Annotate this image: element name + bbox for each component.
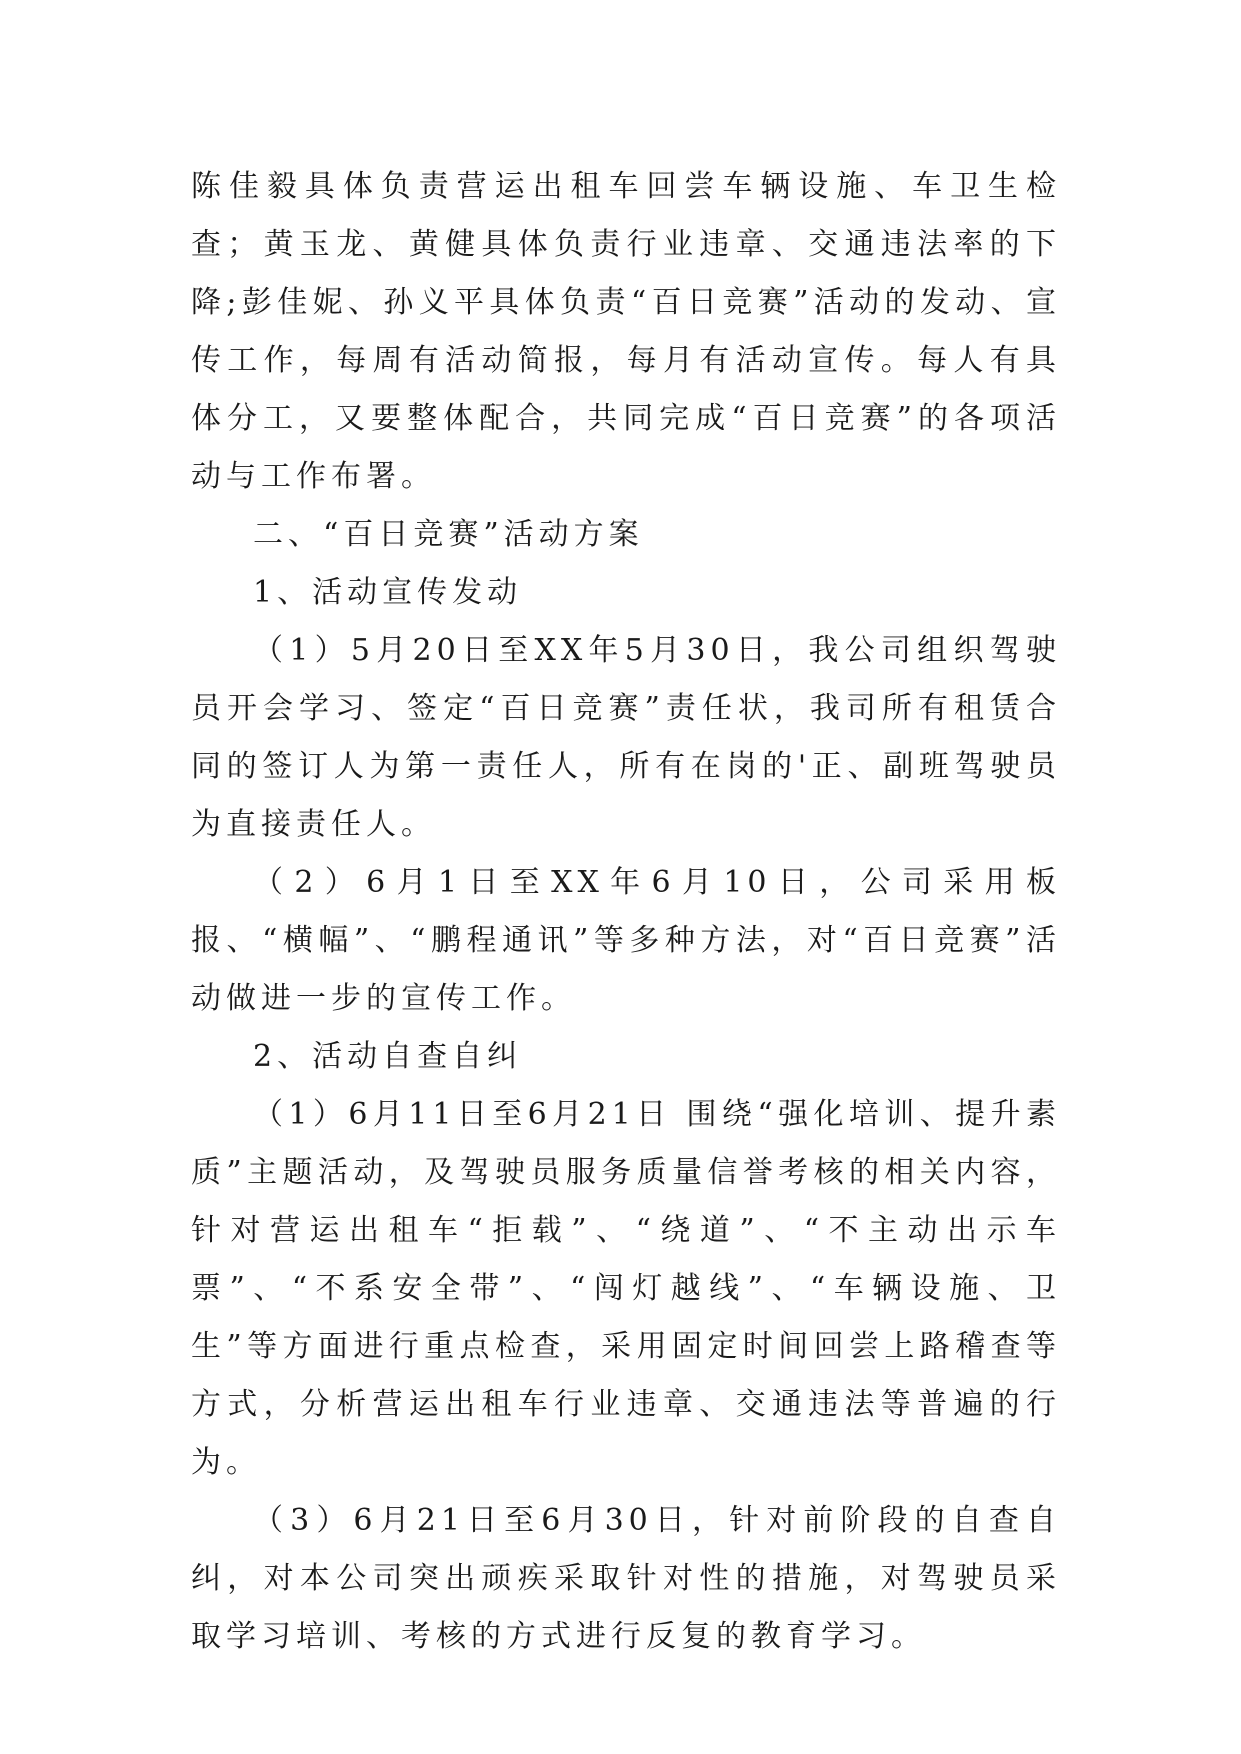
paragraph-inspection-item-3: （3）6月21日至6月30日，针对前阶段的自查自纠，对本公司突出顽疾采取针对性的措施，对驾驶员采取学习培训、考核的方式进行反复的教育学习。 [191,1503,1061,1654]
document-body [191,158,1061,1666]
paragraph-publicity-item-2: （2）6月1日至XX年6月10日，公司采用板报、“横幅”、“鹏程通讯”等多种方法，对“百日竞赛”活动做进一步的宣传工作。 [191,865,1061,1016]
paragraph-inspection-item-1: （1）6月11日至6月21日 围绕“强化培训、提升素质”主题活动，及驾驶员服务质量信誉考核的相关内容，针对营运出租车“拒载”、“绕道”、“不主动出示车票”、“不系安全带”、“闯灯越线”、“车辆设施、卫生”等方面进行重点检查，采用固定时间回尝上路稽查等方式，分析营运出租车行业违章、交通违法等普遍的行为。 [191,1097,1061,1480]
subheading-self-inspection: 2、活动自查自纠 [253,1039,523,1074]
subheading-publicity: 1、活动宣传发动 [253,575,523,610]
section-heading-activity-plan: 二、“百日竞赛”活动方案 [253,517,644,552]
paragraph-staff-duties: 陈佳毅具体负责营运出租车回尝车辆设施、车卫生检查；黄玉龙、黄健具体负责行业违章、交通违法率的下降;彭佳妮、孙义平具体负责“百日竞赛”活动的发动、宣传工作，每周有活动简报，每月有活动宣传。每人有具体分工，又要整体配合，共同完成“百日竞赛”的各项活动与工作布署。 [191,169,1061,494]
paragraph-publicity-item-1: （1）5月20日至XX年5月30日，我公司组织驾驶员开会学习、签定“百日竞赛”责任状，我司所有租赁合同的签订人为第一责任人，所有在岗的'正、副班驾驶员为直接责任人。 [191,633,1061,842]
